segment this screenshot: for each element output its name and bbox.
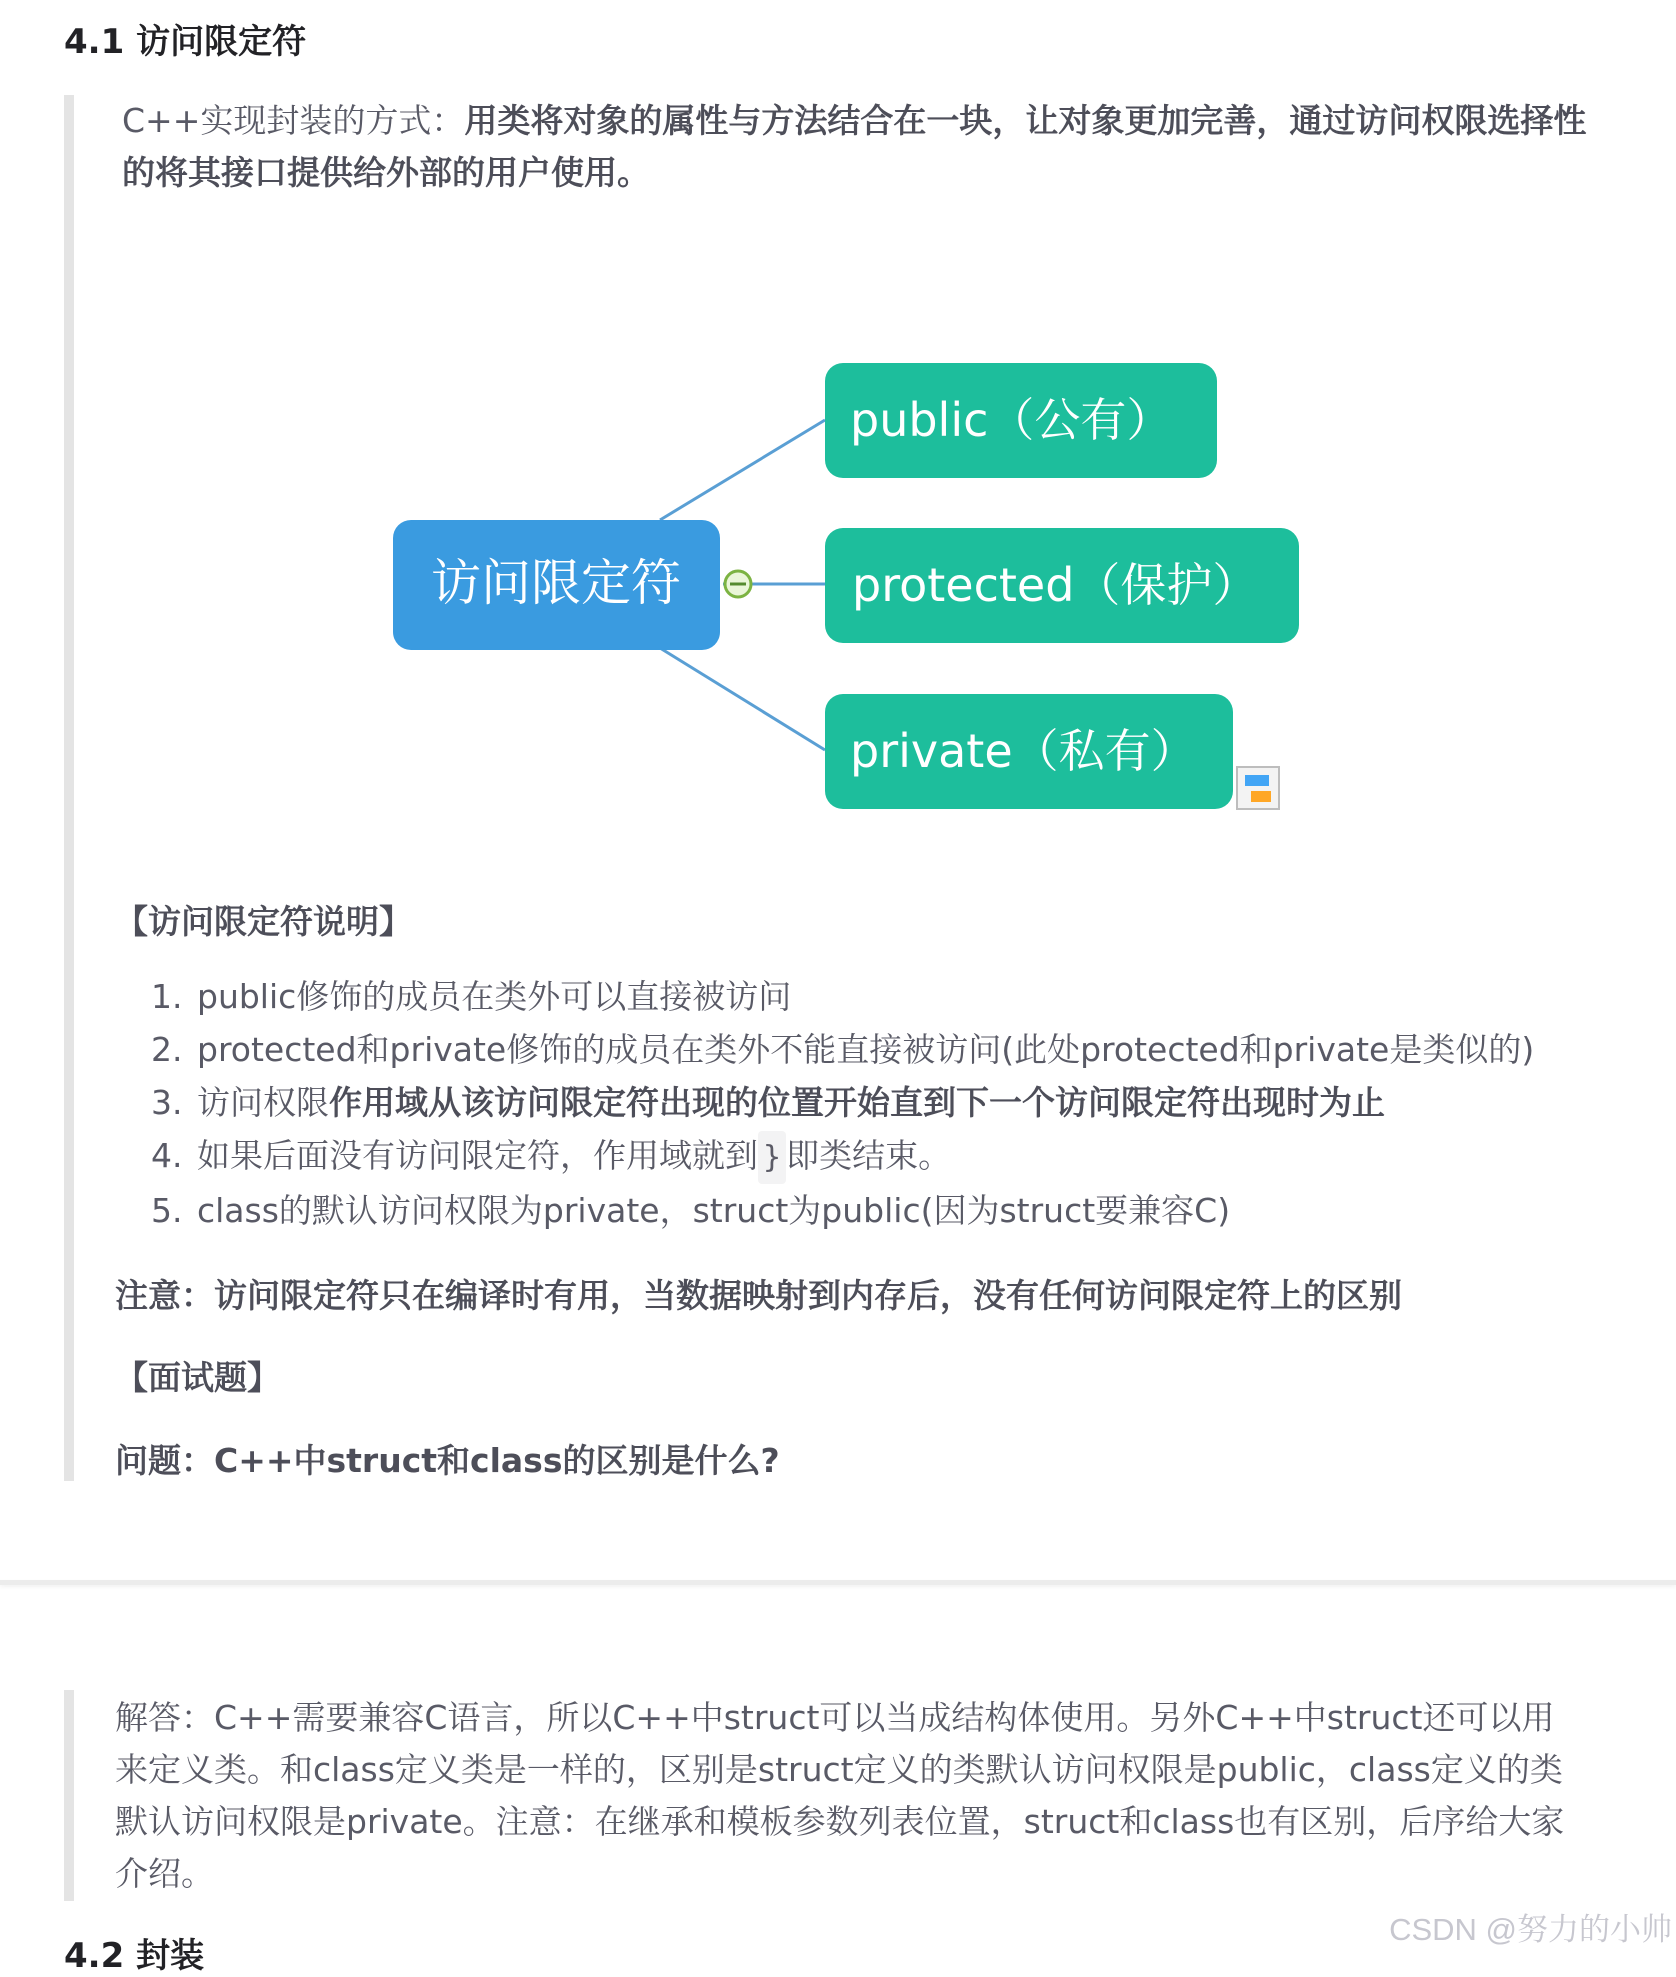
mindmap-root-node[interactable] <box>393 520 720 650</box>
interview-question: 问题：C++中struct和class的区别是什么? <box>115 1441 780 1480</box>
csdn-watermark: CSDN @努力的小帅 <box>1389 1912 1672 1947</box>
interview-heading: 【面试题】 <box>115 1358 280 1397</box>
child-public-label: public（公有） <box>850 393 1173 447</box>
section-title: 4.1 访问限定符 <box>64 22 307 62</box>
list-item: 1. public修饰的成员在类外可以直接被访问 <box>193 970 1643 1023</box>
explain-list <box>155 970 1643 1237</box>
closing-brace-code: } <box>758 1131 786 1184</box>
child-protected-label: protected（保护） <box>852 558 1259 612</box>
list-item: 3. 访问权限作用域从该访问限定符出现的位置开始直到下一个访问限定符出现时为止 <box>193 1076 1643 1129</box>
mindmap-child-protected[interactable] <box>825 528 1299 643</box>
list-item: 2. protected和private修饰的成员在类外不能直接被访问(此处protected和private是类似的) <box>193 1023 1643 1076</box>
list-item: 4. 如果后面没有访问限定符，作用域就到 } 即类结束。 <box>193 1129 1643 1184</box>
answer-paragraph: 解答：C++需要兼容C语言，所以C++中struct可以当成结构体使用。另外C++中struct还可以用来定义类。和class定义类是一样的，区别是struct定义的类默认访问权限是public，class定义的类默认访问权限是private。注意：在继承和模板参数列表位置，struct和class也有区别，后序给大家介绍。 <box>115 1698 1565 1893</box>
note-text: 注意：访问限定符只在编译时有用，当数据映射到内存后，没有任何访问限定符上的区别 <box>115 1276 1402 1315</box>
section-divider <box>0 1580 1676 1585</box>
intro-paragraph <box>122 95 1602 199</box>
mindmap-child-private[interactable] <box>825 694 1233 809</box>
next-section-title: 4.2 封装 <box>64 1936 205 1976</box>
intro-bold: 用类将对象的属性与方法结合在一块，让对象更加完善，通过访问权限选择性的将其接口提供给外部的用户使用。 <box>122 101 1587 192</box>
intro-prefix: C++实现封装的方式： <box>122 101 465 140</box>
mindmap-child-public[interactable] <box>825 363 1217 478</box>
child-private-label: private（私有） <box>850 724 1197 778</box>
root-label: 访问限定符 <box>431 554 681 612</box>
explain-heading: 【访问限定符说明】 <box>115 902 412 941</box>
list-item: 5. class的默认访问权限为private，struct为public(因为struct要兼容C) <box>193 1184 1643 1237</box>
